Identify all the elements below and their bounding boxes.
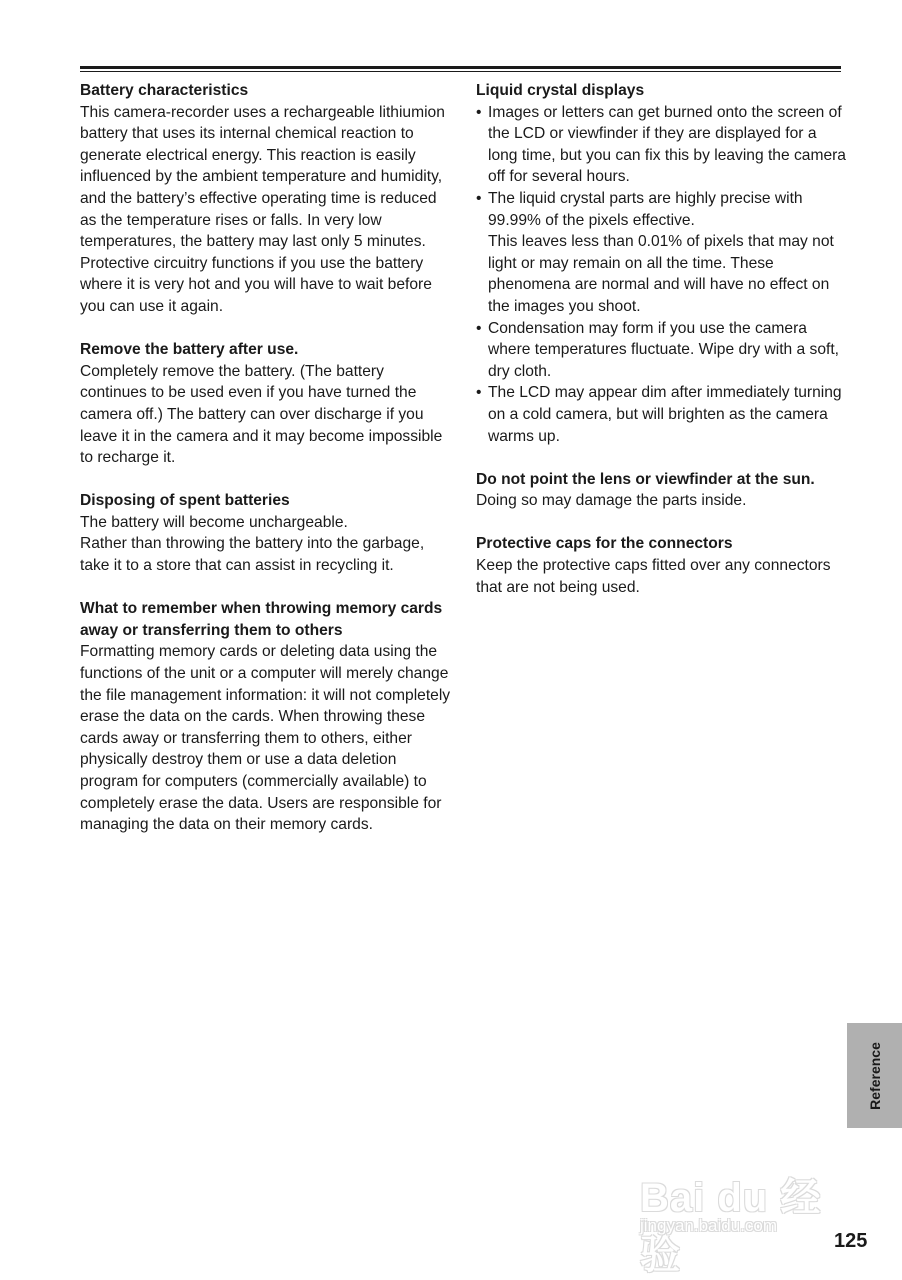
paragraph: Completely remove the battery. (The battery continues to be used even if you have turned the camera off.) The battery can over discharge if you leave it in the camera and it may become impossible to recharge it. <box>80 362 443 467</box>
paragraph: The battery will become unchargeable. <box>80 513 348 531</box>
list-item: • Condensation may form if you use the camera where temperatures fluctuate. Wipe dry with a soft, dry cloth. <box>476 318 848 383</box>
section-memory-cards <box>80 598 452 836</box>
header-rule <box>80 66 841 69</box>
watermark-url: jingyan.baidu.com <box>640 1216 778 1235</box>
paragraph: Rather than throwing the battery into the garbage, take it to a store that can assist in recycling it. <box>80 535 425 575</box>
heading-memory-cards: What to remember when throwing memory cards away or transferring them to others <box>80 600 443 639</box>
heading-sun-warning: Do not point the lens or viewfinder at the sun. <box>476 470 815 488</box>
paragraph: Protective circuitry functions if you use the battery where it is very hot and you will have to wait before you can use it again. <box>80 254 432 315</box>
left-column <box>80 80 452 857</box>
list-item: • The liquid crystal parts are highly precise with 99.99% of the pixels effective. This leaves less than 0.01% of pixels that may not light or may remain on all the time. These phenomena are normal and will have no effect on the images you shoot. <box>476 188 848 318</box>
bullet-list <box>476 102 848 448</box>
section-sun-warning <box>476 469 848 512</box>
right-column <box>476 80 848 620</box>
paragraph: Keep the protective caps fitted over any connectors that are not being used. <box>476 557 831 596</box>
list-item: • The LCD may appear dim after immediately turning on a cold camera, but will brighten as the camera warms up. <box>476 382 848 447</box>
paragraph: Doing so may damage the parts inside. <box>476 492 747 510</box>
heading-liquid-crystal-displays: Liquid crystal displays <box>476 82 645 99</box>
reference-tab-label: Reference <box>866 1041 883 1110</box>
watermark-brand: Bai du 经验 <box>640 1176 822 1277</box>
section-disposing-batteries <box>80 490 452 576</box>
header-rule-thin <box>80 71 841 72</box>
reference-side-tab <box>847 1023 902 1128</box>
heading-disposing-batteries: Disposing of spent batteries <box>80 492 290 510</box>
page-number: 125 <box>834 1230 868 1252</box>
paragraph: Formatting memory cards or deleting data using the functions of the unit or a computer will merely change the file management information: it will not completely erase the data on the cards. When throwing these cards away or transferring them to others, either physically destroy them or use a data deletion program for computers (commercially available) to completely erase the data. Users are responsible for managing the data on their memory cards. <box>80 643 451 834</box>
paragraph: This camera-recorder uses a rechargeable lithiumion battery that uses its internal chemical reaction to generate electrical energy. This reaction is easily influenced by the ambient temperature and humidity, and the battery’s effective operating time is reduced as the temperature rises or falls. In very low temperatures, the battery may last only 5 minutes. <box>80 103 445 251</box>
section-remove-battery <box>80 339 452 469</box>
section-liquid-crystal-displays <box>476 80 848 447</box>
heading-remove-battery: Remove the battery after use. <box>80 341 299 359</box>
heading-protective-caps: Protective caps for the connectors <box>476 535 733 553</box>
baidu-watermark <box>640 1140 850 1277</box>
section-protective-caps <box>476 533 848 598</box>
list-item: • Images or letters can get burned onto the screen of the LCD or viewfinder if they are displayed for a long time, but you can fix this by leaving the camera off for several hours. <box>476 102 848 188</box>
heading-battery-characteristics: Battery characteristics <box>80 82 249 99</box>
section-battery-characteristics <box>80 80 452 318</box>
